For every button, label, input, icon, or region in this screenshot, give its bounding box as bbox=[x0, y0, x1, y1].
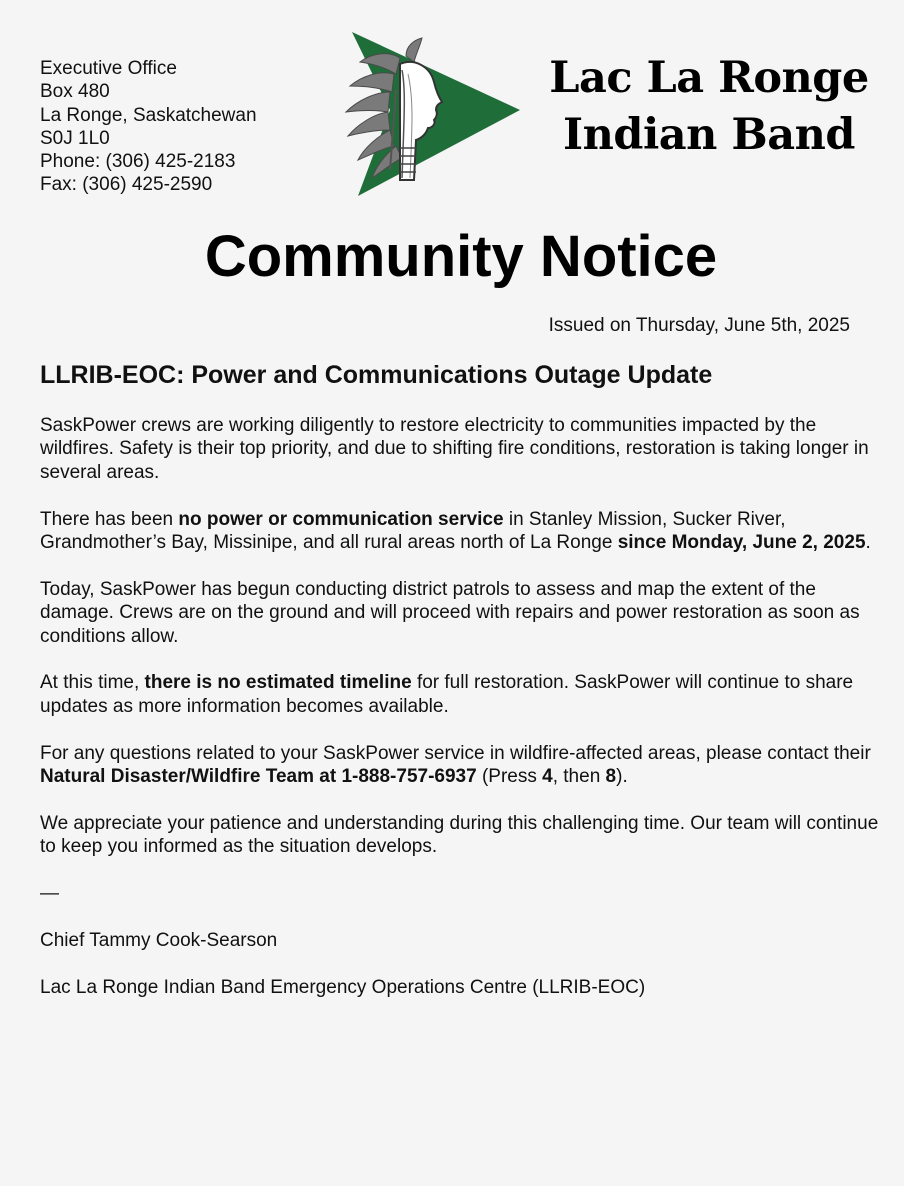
band-name-line-2: Indian Band bbox=[563, 110, 855, 160]
p5-bold-1: Natural Disaster/Wildfire Team at 1-888-757-6937 bbox=[40, 766, 477, 788]
p4-text-2: for full restoration. SaskPower will continue to share updates as more information becomes available. bbox=[40, 672, 854, 717]
band-name-line-1: Lac La Ronge bbox=[549, 53, 869, 103]
paragraph-5 bbox=[40, 742, 890, 789]
band-name-logotype bbox=[526, 50, 892, 164]
p2-bold-2: since Monday, June 2, 2025 bbox=[617, 532, 866, 554]
p5-text-3: , then bbox=[552, 766, 606, 788]
notice-title: Community Notice bbox=[204, 224, 718, 289]
address-line-1: Executive Office bbox=[40, 58, 177, 79]
p4-bold-1: there is no estimated timeline bbox=[144, 672, 412, 694]
address-line-2: Box 480 bbox=[40, 81, 110, 103]
p2-text-3: . bbox=[865, 532, 871, 554]
paragraph-1: SaskPower crews are working diligently to restore electricity to communities impacted by the wildfires. Safety is their top priority, and due to shifting fire conditions, restoration is taking longer in several areas. bbox=[40, 415, 869, 483]
notice-headline: LLRIB-EOC: Power and Communications Outage Update bbox=[40, 361, 713, 389]
paragraph-4 bbox=[40, 671, 890, 718]
address-line-3: La Ronge, Saskatchewan bbox=[40, 104, 257, 126]
p5-text-1: For any questions related to your SaskPower service in wildfire-affected areas, please contact their bbox=[40, 742, 871, 764]
p5-text-2: (Press bbox=[476, 766, 543, 788]
fax-line: Fax: (306) 425-2590 bbox=[40, 174, 213, 196]
signature-organization: Lac La Ronge Indian Band Emergency Operations Centre (LLRIB-EOC) bbox=[40, 976, 646, 998]
phone-line: Phone: (306) 425-2183 bbox=[40, 151, 236, 173]
paragraph-2 bbox=[40, 508, 890, 555]
office-address bbox=[40, 57, 257, 197]
p2-text-2: in Stanley Mission, Sucker River, Grandmother’s Bay, Missinipe, and all rural areas north of La Ronge bbox=[40, 508, 786, 554]
issued-date: Issued on Thursday, June 5th, 2025 bbox=[548, 315, 850, 336]
p5-bold-3: 8 bbox=[605, 766, 617, 788]
notice-body bbox=[40, 414, 890, 1022]
p2-bold-1: no power or communication service bbox=[178, 508, 504, 530]
p2-text-1: There has been bbox=[40, 508, 179, 530]
headdress-chief-triangle-logo-icon bbox=[330, 30, 522, 198]
paragraph-6: We appreciate your patience and understanding during this challenging time. Our team will continue to keep you informed as the situation develops. bbox=[40, 812, 879, 858]
signature-name: Chief Tammy Cook-Searson bbox=[40, 929, 278, 951]
p5-text-4: ). bbox=[616, 766, 628, 788]
paragraph-3: Today, SaskPower has begun conducting district patrols to assess and map the extent of the damage. Crews are on the ground and will proceed with repairs and power restoration as soon as conditions allow. bbox=[40, 578, 860, 647]
p5-bold-2: 4 bbox=[542, 766, 553, 788]
p4-text-1: At this time, bbox=[40, 672, 145, 694]
signature-dash: — bbox=[40, 883, 59, 905]
address-line-4: S0J 1L0 bbox=[40, 127, 110, 149]
